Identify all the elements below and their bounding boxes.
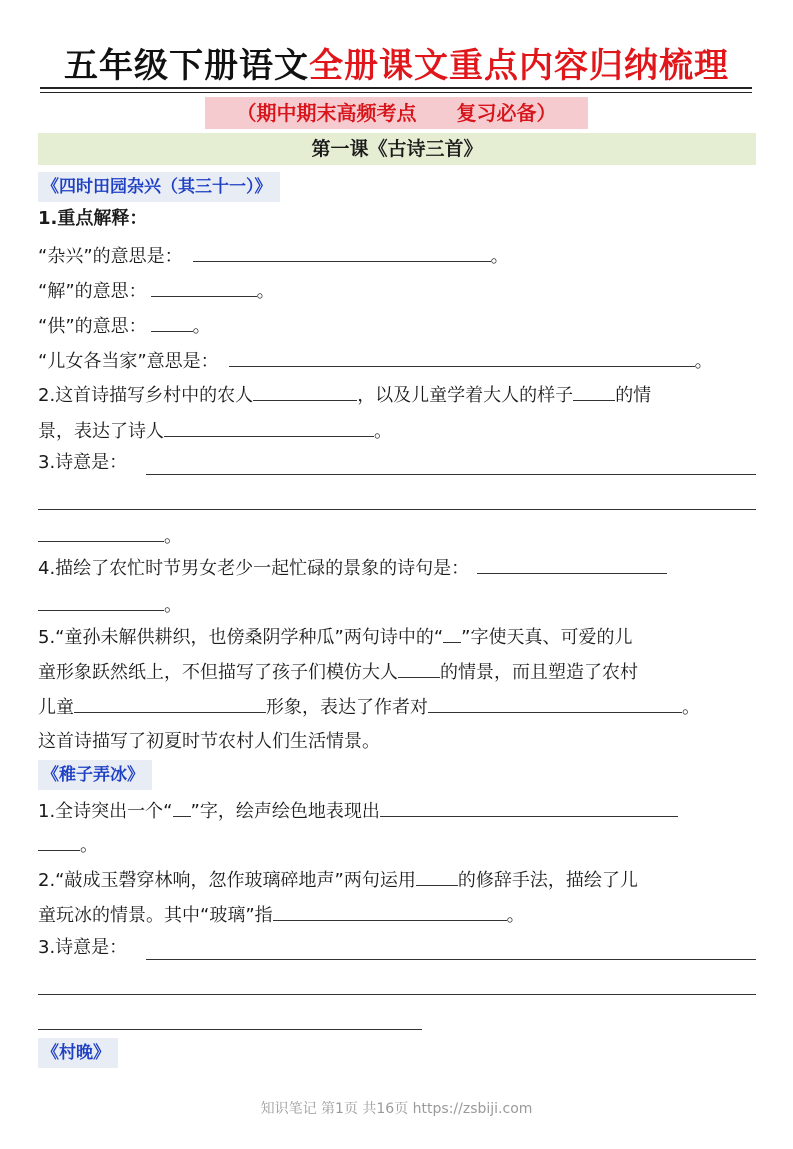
period: 。 [256,281,275,302]
answer-blank[interactable] [253,382,357,401]
question-line [38,451,127,475]
question-text: “杂兴”的意思是： [38,246,183,267]
question-text: 童玩冰的情景。其中“玻璃”指 [38,905,273,926]
question-text: 童形象跃然纸上，不但描写了孩子们模仿大人 [38,662,398,683]
answer-rule[interactable] [38,509,756,510]
question-text: 景，表达了诗人 [38,421,164,442]
title-black: 五年级下册语文 [64,46,309,86]
question-line [38,936,127,960]
question-line [38,867,638,893]
question-text: 1.全诗突出一个“ [38,801,173,822]
title-red: 全册课文重点内容归纳梳理 [309,46,729,86]
question-text: 3.诗意是： [38,937,128,958]
answer-rule[interactable] [146,474,756,475]
answer-blank[interactable] [164,418,374,437]
answer-blank[interactable] [398,659,440,678]
poem-title-sishi: 《四时田园杂兴（其三十一）》 [38,172,280,202]
answer-rule[interactable] [38,994,756,995]
question-text: 的情 [615,385,652,406]
period: 。 [506,905,525,926]
question-text: 5.“童孙未解供耕织，也傍桑阴学种瓜”两句诗中的“ [38,627,444,648]
question-text: “供”的意思： [38,316,147,337]
question-line [38,694,700,720]
answer-blank[interactable] [273,902,507,921]
period: 。 [80,835,98,856]
question-line [38,278,275,304]
answer-blank[interactable] [443,624,461,643]
question-line [38,313,211,339]
period: 。 [164,595,182,616]
answer-blank[interactable] [74,694,266,713]
question-text: 3.诗意是： [38,452,128,473]
answer-blank[interactable] [380,798,678,817]
subtitle-banner: （期中期末高频考点 复习必备） [205,97,588,129]
question-line [38,798,678,824]
question-line [38,382,651,408]
period: 。 [490,246,509,267]
answer-blank[interactable] [477,555,667,574]
answer-blank[interactable] [229,348,695,367]
poem-title-zhizi: 《稚子弄冰》 [38,760,152,790]
poem-title-cunwan: 《村晚》 [38,1038,118,1068]
page-title [0,44,793,88]
answer-blank[interactable] [38,832,80,851]
question-line [38,592,182,618]
question-line [38,832,98,858]
answer-blank[interactable] [173,798,191,817]
answer-blank[interactable] [38,523,164,542]
question-text: “儿女各当家”意思是： [38,351,219,372]
question-line [38,243,509,269]
answer-blank[interactable] [573,382,615,401]
answer-blank[interactable] [416,867,458,886]
answer-blank[interactable] [151,313,193,332]
question-line [38,902,525,928]
answer-blank[interactable] [38,592,164,611]
period: 。 [374,421,392,442]
period: 。 [694,351,713,372]
question-text: 的修辞手法，描绘了儿 [457,870,638,891]
answer-blank[interactable] [193,243,491,262]
question-line [38,659,638,685]
question-line [38,418,392,444]
summary-line: 这首诗描写了初夏时节农村人们生活情景。 [38,731,380,752]
title-rule-thick [40,87,752,89]
answer-rule[interactable] [146,959,756,960]
question-text: ，以及儿童学着大人的样子 [357,385,574,406]
page-footer: 知识笔记 第1页 共16页 https://zsbiji.com [260,1101,533,1117]
question-text: ”字，绘声绘色地表现出 [190,801,380,822]
question-line [38,624,632,650]
question-line [38,555,667,581]
question-text: 的情景，而且塑造了农村 [440,662,638,683]
question-text: “解”的意思： [38,281,147,302]
question-text: ”字使天真、可爱的儿 [461,627,633,648]
question-text: 2.“敲成玉磬穿林响，忽作玻璃碎地声”两句运用 [38,870,416,891]
question-text: 4.描绘了农忙时节男女老少一起忙碌的景象的诗句是： [38,558,470,579]
period: 。 [682,697,700,718]
period: 。 [192,316,211,337]
answer-rule[interactable] [38,1029,422,1030]
question-label: 1.重点解释： [38,208,148,229]
question-text: 儿童 [38,697,74,718]
question-text: 2.这首诗描写乡村中的农人 [38,385,254,406]
period: 。 [164,526,182,547]
answer-blank[interactable] [151,278,257,297]
answer-blank[interactable] [428,694,682,713]
lesson-heading: 第一课《古诗三首》 [38,133,756,165]
question-line [38,348,713,374]
question-line [38,523,182,549]
question-text: 形象，表达了作者对 [266,697,428,718]
title-rule-thin [40,92,752,93]
